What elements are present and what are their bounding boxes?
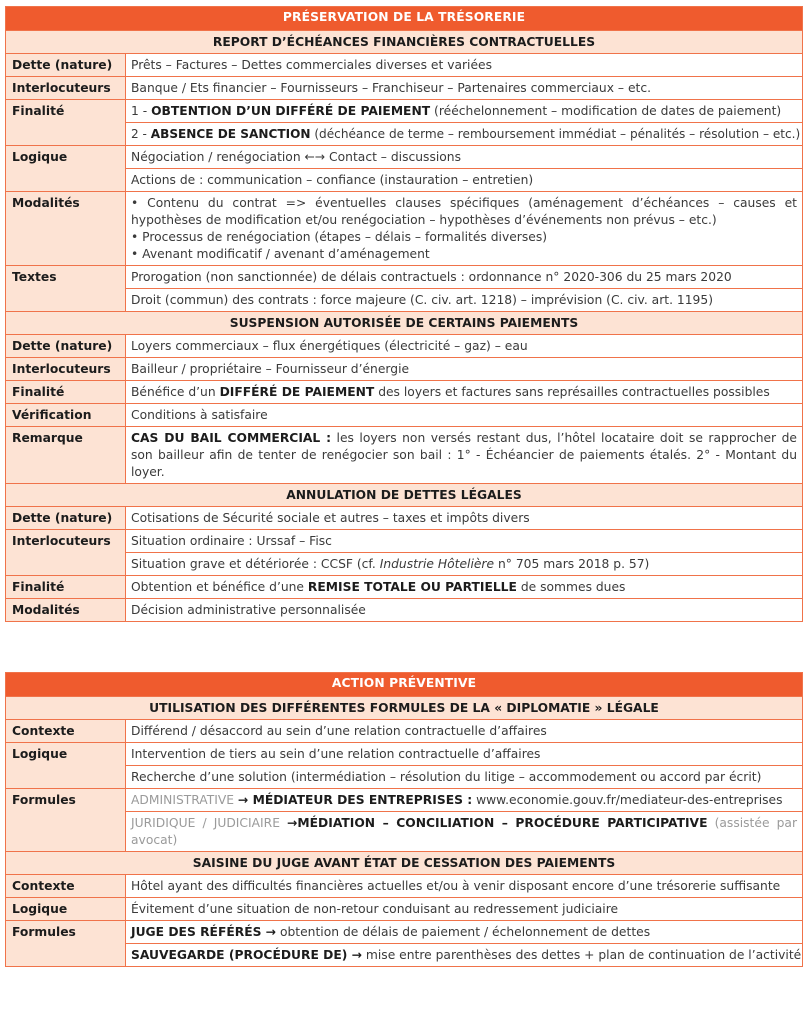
row-label: Finalité (6, 100, 126, 146)
row-value: SAUVEGARDE (PROCÉDURE DE) → mise entre parenthèses des dettes + plan de continuation de l’activité (126, 944, 803, 967)
list-item: • Avenant modificatif / avenant d’aménagement (131, 247, 430, 261)
row-label: Dette (nature) (6, 507, 126, 530)
list-item: • Processus de renégociation (étapes – délais – formalités diverses) (131, 230, 548, 244)
row-value: Bailleur / propriétaire – Fournisseur d’énergie (126, 358, 803, 381)
row-value: Banque / Ets financier – Fournisseurs – Franchiseur – Partenaires commerciaux – etc. (126, 77, 803, 100)
section-title: REPORT D’ÉCHÉANCES FINANCIÈRES CONTRACTUELLES (6, 31, 803, 54)
table-header: ACTION PRÉVENTIVE (6, 673, 803, 697)
row-label: Dette (nature) (6, 335, 126, 358)
section-title: UTILISATION DES DIFFÉRENTES FORMULES DE LA « DIPLOMATIE » LÉGALE (6, 697, 803, 720)
row-value: Intervention de tiers au sein d’une relation contractuelle d’affaires (126, 743, 803, 766)
row-value: Cotisations de Sécurité sociale et autres – taxes et impôts divers (126, 507, 803, 530)
row-value: Actions de : communication – confiance (instauration – entretien) (126, 169, 803, 192)
table-header: PRÉSERVATION DE LA TRÉSORERIE (6, 7, 803, 31)
row-value: ADMINISTRATIVE → MÉDIATEUR DES ENTREPRISES : www.economie.gouv.fr/mediateur-des-entreprises (126, 789, 803, 812)
section-title: SAISINE DU JUGE AVANT ÉTAT DE CESSATION DES PAIEMENTS (6, 852, 803, 875)
row-value: Bénéfice d’un DIFFÉRÉ DE PAIEMENT des loyers et factures sans représailles contractuelles possibles (126, 381, 803, 404)
list-item: • Contenu du contrat => éventuelles clauses spécifiques (aménagement d’échéances – causes et hypothèses de modification et/ou renégociation – hypothèses d’événements non prévus – etc.) (131, 196, 797, 227)
row-label: Logique (6, 898, 126, 921)
row-label: Formules (6, 921, 126, 967)
section-title: ANNULATION DE DETTES LÉGALES (6, 484, 803, 507)
row-value: Situation grave et détériorée : CCSF (cf. Industrie Hôtelière n° 705 mars 2018 p. 57) (126, 553, 803, 576)
row-label: Logique (6, 146, 126, 192)
row-value: JUGE DES RÉFÉRÉS → obtention de délais de paiement / échelonnement de dettes (126, 921, 803, 944)
row-label: Textes (6, 266, 126, 312)
table-action-preventive (5, 672, 803, 967)
row-label: Contexte (6, 875, 126, 898)
row-label: Finalité (6, 381, 126, 404)
row-value: Conditions à satisfaire (126, 404, 803, 427)
row-label: Modalités (6, 599, 126, 622)
row-label: Interlocuteurs (6, 77, 126, 100)
row-label: Interlocuteurs (6, 530, 126, 576)
row-value: Situation ordinaire : Urssaf – Fisc (126, 530, 803, 553)
row-label: Dette (nature) (6, 54, 126, 77)
row-label: Remarque (6, 427, 126, 484)
row-value: 1 - OBTENTION D’UN DIFFÉRÉ DE PAIEMENT (rééchelonnement – modification de dates de paiement) (126, 100, 803, 123)
section-title: SUSPENSION AUTORISÉE DE CERTAINS PAIEMENTS (6, 312, 803, 335)
row-value: Négociation / renégociation ←→ Contact – discussions (126, 146, 803, 169)
row-label: Formules (6, 789, 126, 852)
row-label: Logique (6, 743, 126, 789)
row-value: Évitement d’une situation de non-retour conduisant au redressement judiciaire (126, 898, 803, 921)
row-label: Vérification (6, 404, 126, 427)
row-value: CAS DU BAIL COMMERCIAL : les loyers non versés restant dus, l’hôtel locataire doit se rapprocher de son bailleur afin de tenter de renégocier son bail : 1° - Échéancier de paiements étalés. 2° - Montant du loyer. (126, 427, 803, 484)
row-value: Obtention et bénéfice d’une REMISE TOTALE OU PARTIELLE de sommes dues (126, 576, 803, 599)
row-value (126, 192, 803, 266)
row-label: Finalité (6, 576, 126, 599)
row-value: Hôtel ayant des difficultés financières actuelles et/ou à venir disposant encore d’une trésorerie suffisante (126, 875, 803, 898)
row-label: Contexte (6, 720, 126, 743)
row-label: Interlocuteurs (6, 358, 126, 381)
row-value: 2 - ABSENCE DE SANCTION (déchéance de terme – remboursement immédiat – pénalités – résolution – etc.) (126, 123, 803, 146)
row-label: Modalités (6, 192, 126, 266)
row-value: JURIDIQUE / JUDICIAIRE →MÉDIATION – CONCILIATION – PROCÉDURE PARTICIPATIVE (assistée par avocat) (126, 812, 803, 852)
row-value: Recherche d’une solution (intermédiation – résolution du litige – accommodement ou accord par écrit) (126, 766, 803, 789)
row-value: Loyers commerciaux – flux énergétiques (électricité – gaz) – eau (126, 335, 803, 358)
row-value: Différend / désaccord au sein d’une relation contractuelle d’affaires (126, 720, 803, 743)
row-value: Droit (commun) des contrats : force majeure (C. civ. art. 1218) – imprévision (C. civ. art. 1195) (126, 289, 803, 312)
row-value: Prêts – Factures – Dettes commerciales diverses et variées (126, 54, 803, 77)
row-value: Prorogation (non sanctionnée) de délais contractuels : ordonnance n° 2020-306 du 25 mars 2020 (126, 266, 803, 289)
row-value: Décision administrative personnalisée (126, 599, 803, 622)
table-preservation-tresorerie (5, 6, 803, 622)
